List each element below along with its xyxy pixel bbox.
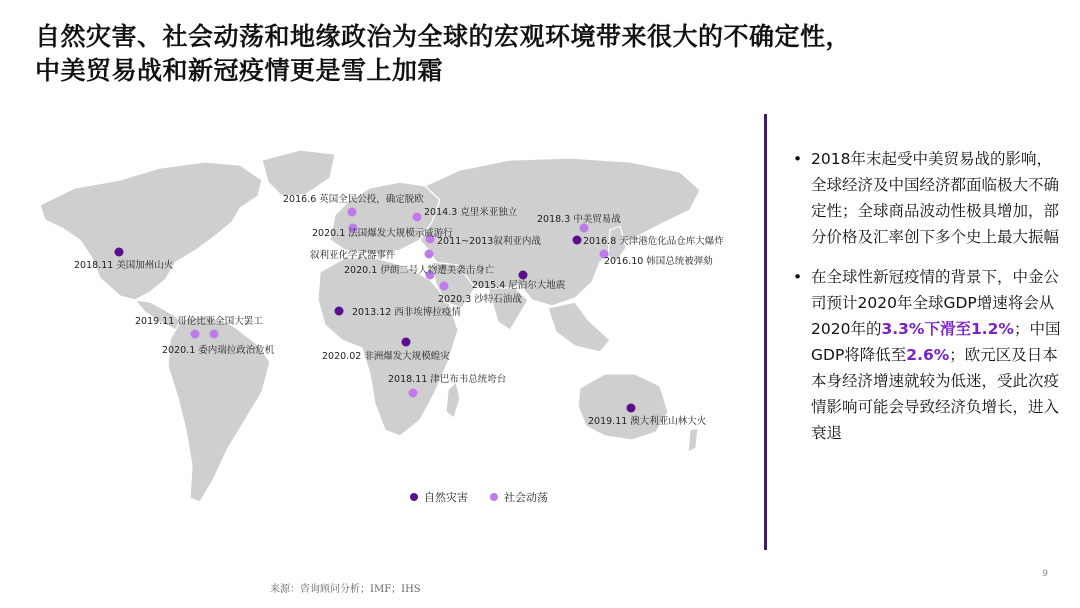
legend-natural [410,489,468,505]
bullet-2-highlight-china: 2.6% [906,346,950,364]
south-america-landmass [168,315,270,502]
legend-social-label: 社会动荡 [504,491,548,504]
bullet-covid [793,264,1063,446]
event-label: 2019.11 澳大利亚山林大火 [588,416,707,427]
marker-syria-chemical [425,250,434,259]
marker-2014-3-crimea [413,213,422,222]
title-line-1: 自然灾害、社会动荡和地缘政治为全球的宏观环境带来很大的不确定性， [35,22,852,51]
legend-natural-dot [410,493,418,501]
marker-2019-11-colombia [191,330,200,339]
event-label: 2018.3 中美贸易战 [537,214,621,225]
event-label: 2016.8 天津港危化品仓库大爆炸 [583,236,724,247]
event-label: 2014.3 克里米亚独立 [424,207,518,218]
legend-natural-label: 自然灾害 [424,491,468,504]
bullet-2-highlight-global: 3.3%下滑至1.2% [881,320,1014,338]
legend-social-dot [490,493,498,501]
event-label: 2018.11 津巴布韦总统垮台 [388,374,507,385]
marker-2018-11-zimbabwe [409,389,418,398]
marker-2018-11-california [115,248,124,257]
event-label: 叙利亚化学武器事件 [310,250,396,261]
source-note: 来源：咨询顾问分析；IMF；IHS [270,584,421,595]
map-legend [410,489,548,505]
bullet-trade-war [793,146,1063,250]
bullet-list [793,146,1063,460]
event-label: 2020.1 伊朗二号人物遭美袭击身亡 [344,265,495,276]
new-zealand-landmass [688,428,698,452]
event-label: 2016.6 英国全民公投，确定脱欧 [283,194,424,205]
event-label: 2015.4 尼泊尔大地震 [472,280,566,291]
bullet-1-text: 2018年末起受中美贸易战的影响，全球经济及中国经济都面临极大不确定性；全球商品波动性极具增加，部分价格及汇率创下多个史上最大振幅 [811,150,1060,246]
southeast-asia-landmass [548,302,610,352]
bullet-2-text-pre: 在全球性新冠疫情的背景下，中金公司预计2020年全球GDP增速将会从2020年的 [811,268,1060,338]
event-label: 2020.3 沙特石油战 [438,294,522,305]
event-label: 2020.1 委内瑞拉政治危机 [162,345,275,356]
event-label: 2019.11 哥伦比亚全国大罢工 [135,316,263,327]
australia-landmass [578,374,668,440]
event-label: 2013.12 西非埃博拉疫情 [352,307,461,318]
title-line-2: 中美贸易战和新冠疫情更是雪上加霜 [35,56,444,85]
page-number: 9 [1042,569,1048,579]
bullet-2-text-mid: ；中国GDP将降低至 [811,320,1061,364]
event-label: 2018.11 美国加州山火 [74,260,174,271]
event-label: 2020.02 非洲爆发大规模蝗灾 [322,351,450,362]
madagascar-landmass [446,382,460,418]
bullet-2-text-post: ；欧元区及日本本身经济增速就较为低迷，受此次疫情影响可能会导致经济负增长，进入衰退 [811,346,1060,442]
marker-2020-3-saudi [440,282,449,291]
event-label: 2020.1 法国爆发大规模示威游行 [312,228,453,239]
divider-line [764,114,767,550]
event-label: 2016.10 韩国总统被弹劾 [604,256,713,267]
marker-2013-12-ebola [335,307,344,316]
marker-2019-11-australia [627,404,636,413]
event-label: 2011~2013叙利亚内战 [437,236,541,247]
greenland-landmass [262,150,335,196]
marker-2015-4-nepal [519,271,528,280]
north-america-landmass [40,162,262,300]
marker-2016-8-tianjin [573,236,582,245]
legend-social [490,489,548,505]
marker-2016-6-uk [348,208,357,217]
marker-2020-1-venezuela [210,330,219,339]
marker-2020-02-locust [402,338,411,347]
